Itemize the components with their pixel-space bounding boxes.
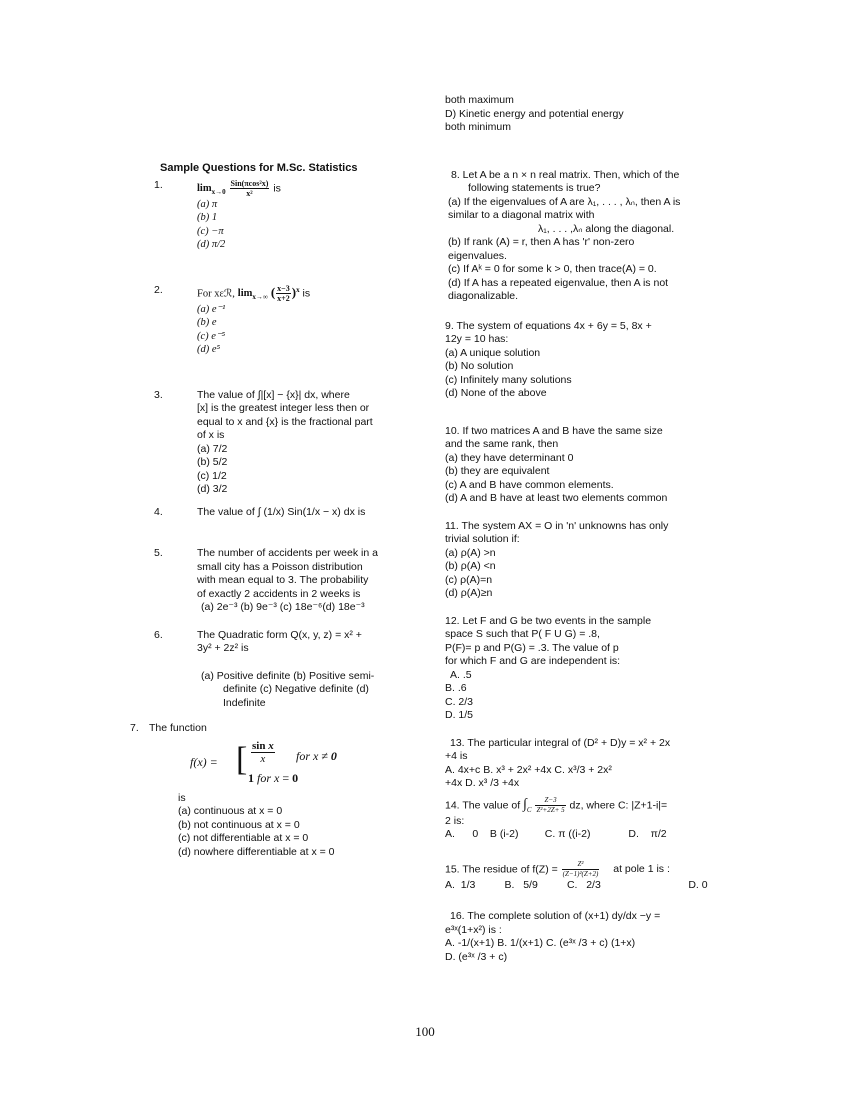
- option-line: Indefinite: [223, 696, 266, 709]
- text-line: (c) A and B have common elements.: [445, 478, 614, 491]
- question-11: [445, 520, 725, 601]
- option: (c) −π: [197, 225, 224, 237]
- option-line: definite (c) Negative definite (d): [223, 683, 369, 695]
- question-5: [130, 547, 410, 615]
- text-line: (b) they are equivalent: [445, 465, 550, 477]
- q15-lead: 15. The residue of f(Z) =: [445, 862, 558, 875]
- text-line: D. (e³ˣ /3 + c): [445, 950, 508, 963]
- text-line: 13. The particular integral of (D² + D)y = x² + 2x: [450, 736, 671, 749]
- question-number: 4.: [154, 505, 163, 518]
- text-line: 16. The complete solution of (x+1) dy/dx −y =: [450, 910, 661, 922]
- q14-lead: 14. The value of: [445, 798, 521, 811]
- q2-tail: is: [302, 286, 311, 299]
- text-line: of x is: [197, 429, 225, 441]
- text-line: (a) ρ(A) >n: [445, 546, 496, 559]
- text-line: of exactly 2 accidents in 2 weeks is: [197, 587, 361, 600]
- question-6: [130, 629, 410, 711]
- text-line: 12y = 10 has:: [445, 333, 509, 345]
- option: (b) 5/2: [197, 456, 228, 468]
- text-line: small city has a Poisson distribution: [197, 560, 363, 573]
- text-line: λ₁, . . . ,λₙ along the diagonal.: [538, 222, 675, 235]
- option: (a) continuous at x = 0: [178, 805, 283, 817]
- text-line: (d) A and B have at least two elements common: [445, 492, 668, 504]
- text-line: The number of accidents per week in a: [197, 547, 378, 559]
- option: (c) not differentiable at x = 0: [178, 832, 309, 844]
- text-line: (b) If rank (A) = r, then A has 'r' non-zero: [448, 236, 635, 248]
- text-line: B. .6: [445, 682, 467, 694]
- text-line: equal to x and {x} is the fractional part: [197, 415, 373, 428]
- text-line: (d) If A has a repeated eigenvalue, then A is not: [448, 276, 669, 289]
- question-12: [445, 615, 725, 723]
- text-line: The value of ∫ (1/x) Sin(1/x − x) dx is: [197, 505, 366, 518]
- question-number: 2.: [154, 283, 163, 296]
- text-line: (b) No solution: [445, 360, 514, 372]
- q14-options: A. 0 B (i-2) C. π ((i-2) D. π/2: [445, 828, 667, 840]
- limit-fraction: $\frac{x-3}{x+2}$: [277, 283, 290, 303]
- text-line: (a) A unique solution: [445, 346, 541, 359]
- text-line: (d) ρ(A)≥n: [445, 587, 493, 599]
- question-number: 7.: [130, 722, 139, 734]
- text-line: (a) If the eigenvalues of A are λ₁, . . . , λₙ, then A is: [448, 195, 681, 208]
- question-3: [130, 389, 410, 497]
- text-line: The Quadratic form Q(x, y, z) = x² +: [197, 628, 362, 641]
- text-line: 2 is:: [445, 814, 465, 827]
- question-number: 5.: [154, 547, 163, 559]
- text-line: +4x D. x³ /3 +4x: [445, 777, 520, 789]
- q14-tail: dz, where C: |Z+1-i|=: [569, 798, 668, 811]
- text-line: both minimum: [445, 121, 511, 133]
- text-line: and the same rank, then: [445, 438, 559, 450]
- option: (a) 7/2: [197, 442, 228, 455]
- option: (a) e⁻¹: [197, 303, 226, 315]
- text-line: 8. Let A be a n × n real matrix. Then, which of the: [451, 168, 680, 181]
- question-4: [130, 506, 410, 520]
- q7-lead: The function: [149, 722, 207, 734]
- option-line: (a) Positive definite (b) Positive semi-: [201, 669, 375, 682]
- limit-expression: $\lim_{x\to\infty}$: [237, 287, 268, 301]
- option: (b) e: [197, 317, 217, 328]
- option: (b) 1: [197, 212, 218, 223]
- question-number: 3.: [154, 388, 163, 401]
- text-line: A. -1/(x+1) B. 1/(x+1) C. (e³ˣ /3 + c) (1+x): [445, 937, 636, 949]
- text-line: C. 2/3: [445, 695, 474, 708]
- question-14: [445, 796, 725, 842]
- question-number: 1.: [154, 178, 163, 191]
- question-8: [448, 169, 725, 304]
- text-line: (a) they have determinant 0: [445, 451, 574, 464]
- text-line: 12. Let F and G be two events in the sample: [445, 614, 652, 627]
- option: (d) nowhere differentiable at x = 0: [178, 845, 335, 858]
- question-7: [130, 722, 410, 859]
- question-13: [445, 737, 725, 791]
- text-line: 11. The system AX = O in 'n' unknowns has only: [445, 519, 669, 532]
- text-line: (c) Infinitely many solutions: [445, 373, 572, 386]
- text-line: for which F and G are independent is:: [445, 655, 621, 667]
- text-line: following statements is true?: [468, 182, 601, 194]
- text-line: 10. If two matrices A and B have the same size: [445, 424, 663, 437]
- right-column: [445, 94, 725, 964]
- option-row: (a) 2e⁻³ (b) 9e⁻³ (c) 18e⁻⁶(d) 18e⁻³: [201, 601, 365, 613]
- question-2: 2. For xεℛ, $\lim_{x\to\infty}$ ( $\frac{x-3}{x+2}$ )$^x$ is (a) e⁻¹ (b) e (c) e⁻⁵ (d) e⁵: [130, 284, 410, 357]
- option: (c) e⁻⁵: [197, 330, 226, 342]
- q2-lead: For xεℛ,: [197, 287, 235, 299]
- text-line: +4 is: [445, 750, 468, 762]
- text-line: with mean equal to 3. The probability: [197, 574, 369, 586]
- text-line: (c) ρ(A)=n: [445, 573, 493, 586]
- text-line: [x] is the greatest integer less then or: [197, 402, 370, 414]
- option: (a) π: [197, 198, 218, 210]
- q15-options: A. 1/3 B. 5/9 C. 2/3 D. 0: [445, 878, 708, 891]
- text-line: diagonalizable.: [448, 290, 519, 302]
- q15-tail: at pole 1 is :: [613, 862, 670, 875]
- question-15: [445, 860, 725, 893]
- option: (d) 3/2: [197, 483, 228, 495]
- integrand-fraction: $\frac{Z-3}{\text{Z²+2Z+ 5}}$: [536, 795, 565, 814]
- question-16: [445, 910, 725, 964]
- text-line: 9. The system of equations 4x + 6y = 5, 8x +: [445, 319, 652, 332]
- text-line: both maximum: [445, 94, 514, 106]
- page-number: 100: [415, 1024, 435, 1039]
- text-line: (b) ρ(A) <n: [445, 560, 496, 572]
- question-9: [445, 320, 725, 401]
- option: (b) not continuous at x = 0: [178, 818, 300, 831]
- text-line: D. 1/5: [445, 709, 474, 721]
- contour-integral-sign: $\int_C$: [523, 796, 532, 814]
- limit-expression: $\lim_{x\to 0}$: [197, 182, 226, 196]
- continuation-text: [445, 94, 725, 135]
- text-line: space S such that P( F U G) = .8,: [445, 628, 600, 640]
- option: (d) e⁵: [197, 344, 221, 355]
- residue-fraction: $\frac{\text{Z²}}{\text{(Z−1)²(Z+2)}}$: [562, 859, 599, 878]
- q1-tail: is: [273, 181, 281, 194]
- piecewise-function: f(x) = [ $\frac{\text{sin x}}{x}$ for x ≠ 0 1 for x = 0: [190, 739, 337, 785]
- text-line: (d) None of the above: [445, 387, 547, 399]
- left-column: [130, 162, 410, 859]
- text-line: The value of ∫|[x] − {x}| dx, where: [197, 388, 350, 401]
- question-10: [445, 425, 725, 506]
- question-number: 6.: [154, 628, 163, 641]
- text-line: (c) If Aᵏ = 0 for some k > 0, then trace(A) = 0.: [448, 263, 657, 275]
- text-line: A. .5: [450, 668, 472, 681]
- page-title: Sample Questions for M.Sc. Statistics: [160, 162, 358, 174]
- text-line: P(F)= p and P(G) = .3. The value of p: [445, 641, 619, 654]
- option: (d) π/2: [197, 239, 226, 250]
- text-line: similar to a diagonal matrix with: [448, 209, 595, 221]
- text-line: e³ˣ(1+x²) is :: [445, 923, 502, 936]
- text-line: 3y² + 2z² is: [197, 642, 249, 654]
- text-line: D) Kinetic energy and potential energy: [445, 107, 624, 120]
- text-line: eigenvalues.: [448, 249, 507, 262]
- question-1: [130, 179, 410, 252]
- text-line: trivial solution if:: [445, 533, 520, 545]
- text-line: is: [178, 791, 186, 804]
- text-line: A. 4x+c B. x³ + 2x² +4x C. x³/3 + 2x²: [445, 763, 612, 776]
- option: (c) 1/2: [197, 469, 227, 482]
- limit-fraction: $\frac{\text{Sin(πcos²x)}}{\text{x²}}$: [230, 178, 269, 198]
